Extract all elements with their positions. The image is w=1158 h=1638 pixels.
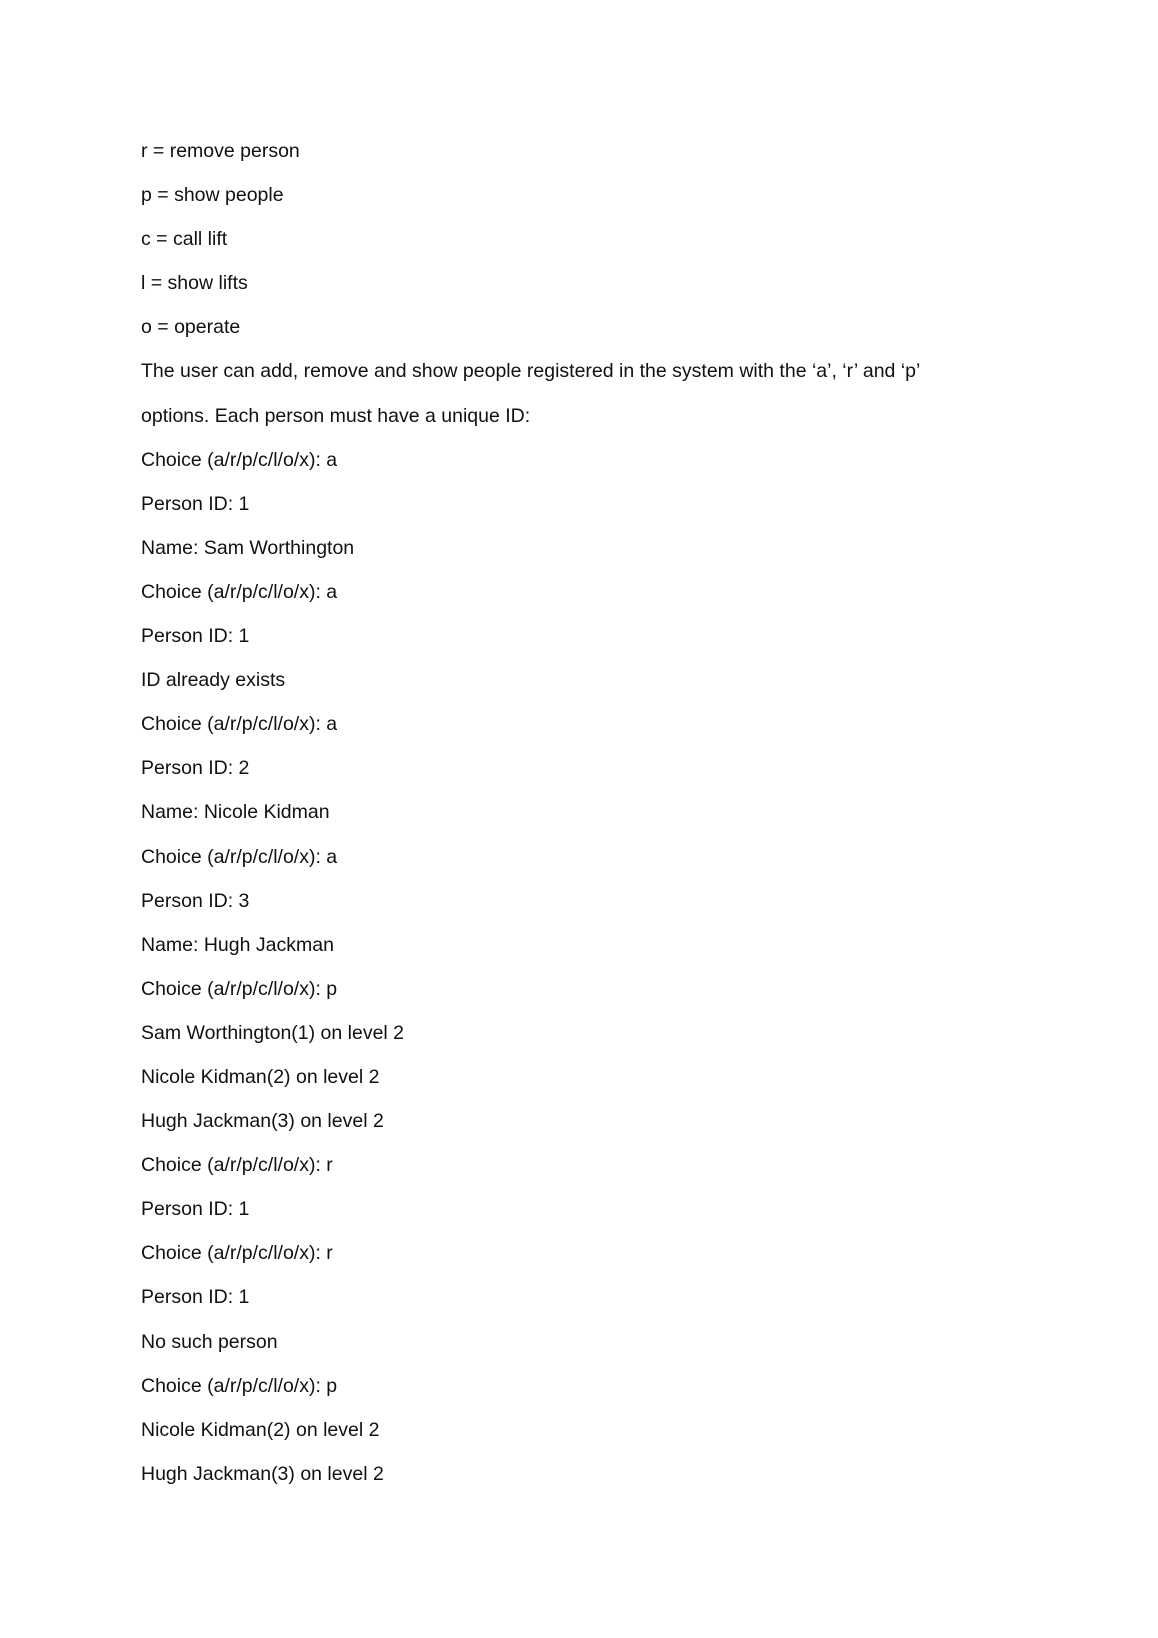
console-line: Hugh Jackman(3) on level 2 bbox=[141, 1110, 384, 1133]
console-line: Choice (a/r/p/c/l/o/x): a bbox=[141, 845, 338, 868]
menu-option-call-lift: c = call lift bbox=[141, 228, 228, 251]
console-line: No such person bbox=[141, 1330, 278, 1353]
console-line: Person ID: 1 bbox=[141, 492, 250, 515]
console-line: Choice (a/r/p/c/l/o/x): p bbox=[141, 1374, 338, 1397]
paragraph-line: options. Each person must have a unique ID: bbox=[141, 404, 531, 427]
console-line: Person ID: 1 bbox=[141, 1286, 250, 1309]
console-line: Person ID: 1 bbox=[141, 625, 250, 648]
menu-option-show-people: p = show people bbox=[141, 184, 284, 207]
console-line: Person ID: 3 bbox=[141, 889, 250, 912]
console-line: Name: Sam Worthington bbox=[141, 536, 355, 559]
console-line: Choice (a/r/p/c/l/o/x): r bbox=[141, 1242, 333, 1265]
console-line: Sam Worthington(1) on level 2 bbox=[141, 1021, 405, 1044]
console-line: Choice (a/r/p/c/l/o/x): a bbox=[141, 580, 338, 603]
console-line: Person ID: 1 bbox=[141, 1198, 250, 1221]
console-line: Name: Hugh Jackman bbox=[141, 933, 334, 956]
menu-option-operate: o = operate bbox=[141, 316, 241, 339]
console-line: Nicole Kidman(2) on level 2 bbox=[141, 1418, 380, 1441]
console-line: Choice (a/r/p/c/l/o/x): a bbox=[141, 448, 338, 471]
paragraph-line: The user can add, remove and show people registered in the system with the ‘a’, ‘r’ and ‘p’ bbox=[141, 360, 921, 383]
console-line: Hugh Jackman(3) on level 2 bbox=[141, 1462, 384, 1485]
document-body bbox=[141, 137, 1021, 1504]
console-line: Choice (a/r/p/c/l/o/x): a bbox=[141, 713, 338, 736]
menu-option-remove: r = remove person bbox=[141, 140, 300, 162]
menu-option-show-lifts: l = show lifts bbox=[141, 272, 248, 295]
console-line: Nicole Kidman(2) on level 2 bbox=[141, 1065, 380, 1088]
console-line: ID already exists bbox=[141, 669, 286, 692]
console-line: Choice (a/r/p/c/l/o/x): r bbox=[141, 1154, 333, 1177]
console-line: Choice (a/r/p/c/l/o/x): p bbox=[141, 977, 338, 1000]
console-line: Name: Nicole Kidman bbox=[141, 801, 330, 824]
console-line: Person ID: 2 bbox=[141, 757, 250, 780]
